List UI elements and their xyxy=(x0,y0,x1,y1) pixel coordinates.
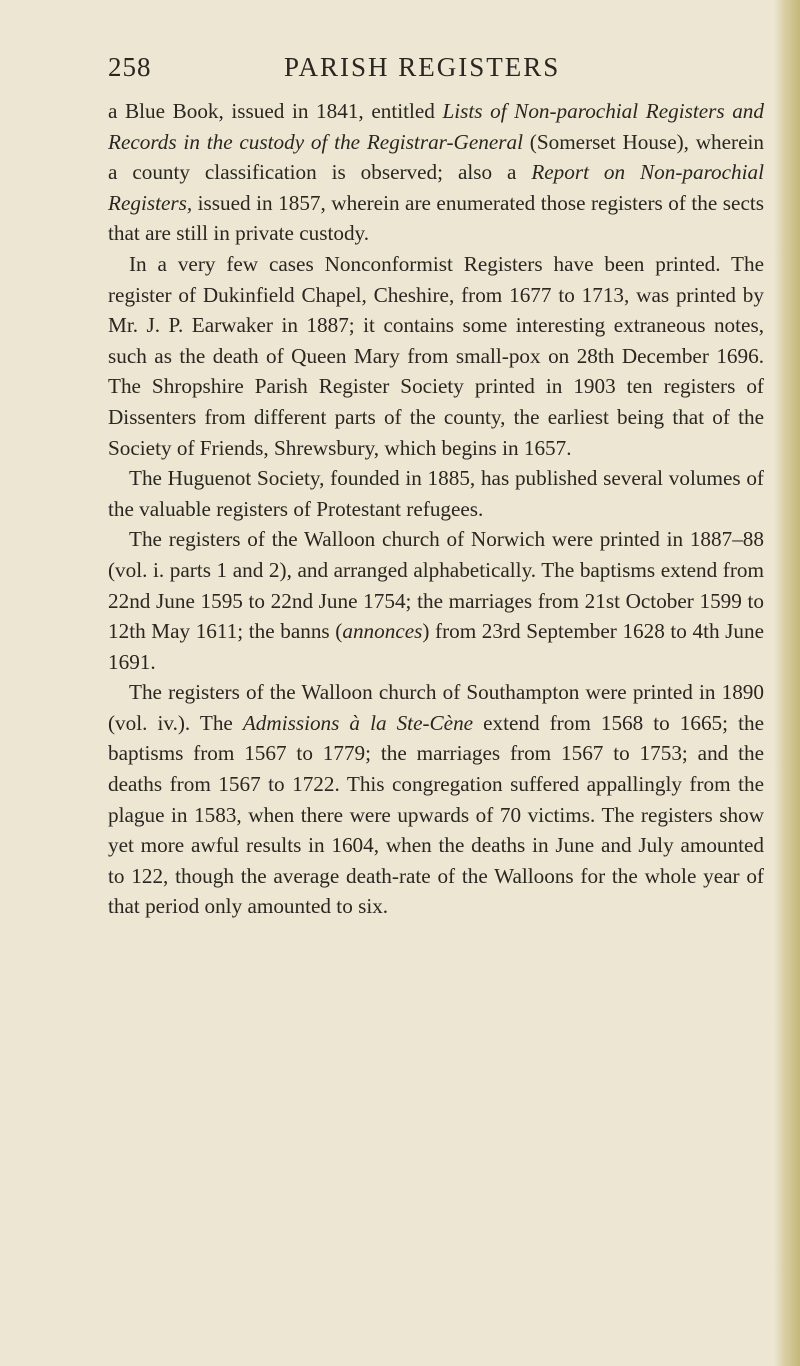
title-admissions: Admissions à la Ste-Cène xyxy=(242,710,474,735)
paragraph-walloon-norwich: The registers of the Walloon church of Norwich were printed in 1887–88 (vol. i. parts 1 and 2), and arranged alphabetically. The baptisms extend from 22nd June 1595 to 22nd June 1754; the marriages from 21st October 1599 to 12th May 1611; the banns (annonces) from 23rd September 1628 to 4th June 1691. xyxy=(108,527,764,674)
paragraph-nonconformist-registers: In a very few cases Nonconformist Registers have been printed. The register of Dukinfield Chapel, Cheshire, from 1677 to 1713, was printed by Mr. J. P. Earwaker in 1887; it contains some interesting extraneous notes, such as the death of Queen Mary from small-pox on 28th December 1696. The Shropshire Parish Register Society printed in 1903 ten registers of Dissenters from different parts of the county, the earliest being that of the Society of Friends, Shrewsbury, which begins in 1657. xyxy=(108,251,764,460)
running-title: PARISH REGISTERS xyxy=(284,52,561,82)
title-report-non-parochial: Report on Non-parochial Registers, xyxy=(108,160,764,215)
paragraph-huguenot-society: The Huguenot Society, founded in 1885, has published several volumes of the valuable registers of Protestant refugees. xyxy=(108,466,764,521)
book-page xyxy=(108,52,764,922)
paragraph-walloon-southampton: The registers of the Walloon church of Southampton were printed in 1890 (vol. iv.). The Admissions à la Ste-Cène extend from 1568 to 1665; the baptisms from 1567 to 1779; the marriages from 1567 to 1753; and the deaths from 1567 to 1722. This congregation suffered appallingly from the plague in 1583, when there were upwards of 70 victims. The registers show yet more awful results in 1604, when the deaths in June and July amounted to 122, though the average death-rate of the Walloons for the whole year of that period only amounted to six. xyxy=(108,680,764,919)
paragraph-blue-book: a Blue Book, issued in 1841, entitled Lists of Non-parochial Registers and Records in the custody of the Registrar-General (Somerset House), wherein a county classification is observed; also a Report on Non-parochial Registers, issued in 1857, wherein are enumerated those registers of the sects that are still in private custody. xyxy=(108,99,764,246)
running-head xyxy=(108,52,764,96)
page-number: 258 xyxy=(108,52,152,82)
term-annonces: annonces xyxy=(342,619,423,644)
title-lists-non-parochial: Lists of Non-parochial Registers and Records in the custody of the Registrar-General xyxy=(108,99,764,154)
body-text xyxy=(108,96,764,922)
page-edge-shadow xyxy=(774,0,800,1366)
